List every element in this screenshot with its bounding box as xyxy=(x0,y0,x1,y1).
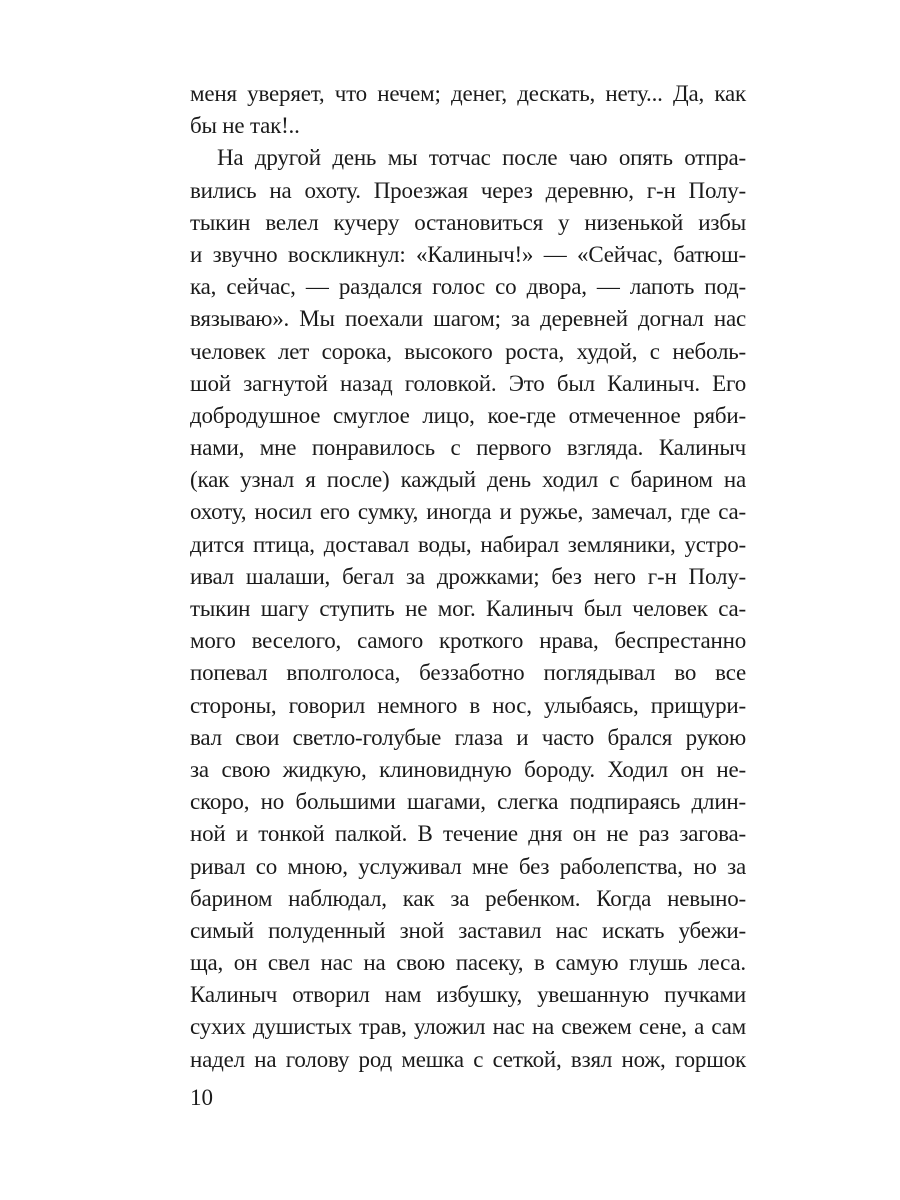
text-line: барином наблюдал, как за ребенком. Когда невыно- xyxy=(190,885,746,911)
text-line: попевал вполголоса, беззаботно поглядывал во все xyxy=(190,660,746,686)
text-line: скоро, но большими шагами, слегка подпираясь длин- xyxy=(190,789,746,815)
text-line: ка, сейчас, — раздался голос со двора, — лапоть под- xyxy=(190,274,746,300)
text-line: вязываю». Мы поехали шагом; за деревней догнал нас xyxy=(190,306,746,332)
text-line: (как узнал я после) каждый день ходил с барином на xyxy=(190,467,746,493)
text-line: за свою жидкую, клиновидную бороду. Ходил он не- xyxy=(190,756,746,782)
text-line: На другой день мы тотчас после чаю опять отпра- xyxy=(217,145,746,171)
text-line: и звучно воскликнул: «Калиныч!» — «Сейчас, батюш- xyxy=(190,241,746,267)
text-line: ща, он свел нас на свою пасеку, в самую глушь леса. xyxy=(190,950,746,976)
text-line: человек лет сорока, высокого роста, худой, с неболь- xyxy=(190,338,746,364)
text-line: ривал со мною, услуживал мне без раболепства, но за xyxy=(190,853,746,879)
text-line: нами, мне понравилось с первого взгляда. Калиныч xyxy=(190,435,746,461)
text-line: добродушное смуглое лицо, кое-где отмеченное ряби- xyxy=(190,402,746,428)
text-line: шой загнутой назад головкой. Это был Калиныч. Его xyxy=(190,370,746,396)
text-line: Калиныч отворил нам избушку, увешанную пучками xyxy=(190,982,746,1008)
text-line: ивал шалаши, бегал за дрожками; без него г-н Полу- xyxy=(190,563,746,589)
text-line: вал свои светло-голубые глаза и часто брался рукою xyxy=(190,724,746,750)
page-number: 10 xyxy=(190,1085,213,1110)
text-line: тыкин шагу ступить не мог. Калиныч был человек са- xyxy=(190,596,746,621)
text-line: меня уверяет, что нечем; денег, дескать, нету... Да, как xyxy=(190,81,746,106)
text-line: вились на охоту. Проезжая через деревню, г-н Полу- xyxy=(190,177,746,203)
text-line: ной и тонкой палкой. В течение дня он не раз загова- xyxy=(190,821,746,847)
text-line: надел на голову род мешка с сеткой, взял нож, горшок xyxy=(190,1046,746,1072)
text-line: мого веселого, самого кроткого нрава, беспрестанно xyxy=(190,628,746,654)
text-line: бы не так!.. xyxy=(190,113,300,139)
text-line: дится птица, доставал воды, набирал земляники, устро- xyxy=(190,531,746,557)
text-line: охоту, носил его сумку, иногда и ружье, замечал, где са- xyxy=(190,499,746,525)
page-text xyxy=(190,78,746,1076)
text-line: симый полуденный зной заставил нас искать убежи- xyxy=(190,917,746,943)
text-line: сухих душистых трав, уложил нас на свежем сене, а сам xyxy=(190,1014,746,1040)
text-line: стороны, говорил немного в нос, улыбаясь, прищури- xyxy=(190,692,746,718)
text-line: тыкин велел кучеру остановиться у низенькой избы xyxy=(190,209,746,235)
